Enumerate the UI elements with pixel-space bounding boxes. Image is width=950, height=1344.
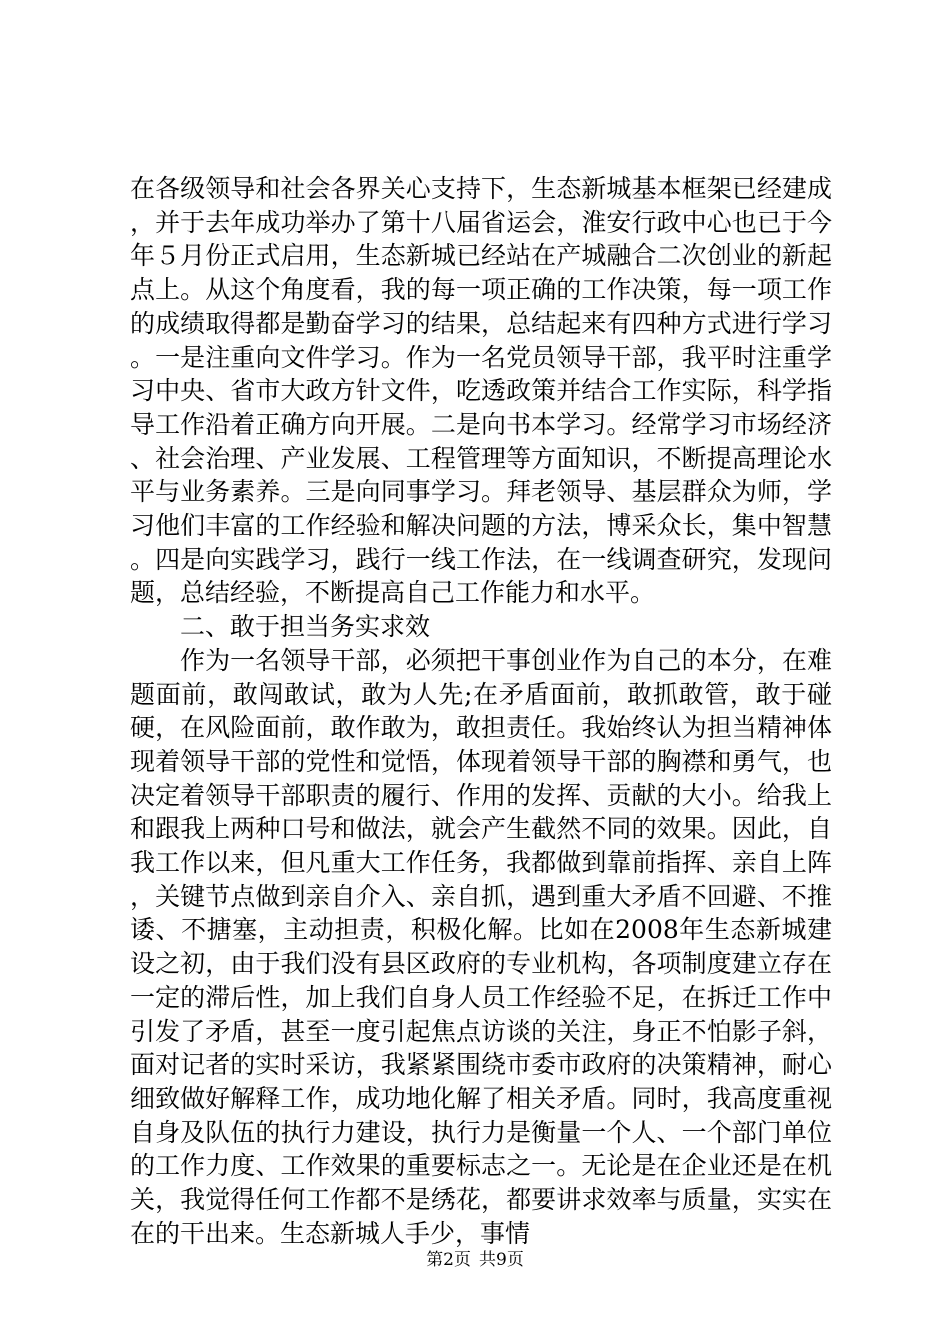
- document-body: [130, 172, 832, 1251]
- page-footer: [0, 1245, 950, 1270]
- paragraph-responsibility: 作为一名领导干部，必须把干事创业作为自己的本分，在难题面前，敢闯敢试，敢为人先;在矛盾面前，敢抓敢管，敢于碰硬，在风险面前，敢作敢为，敢担责任。我始终认为担当精神体现着领导干部的党性和觉悟，体现着领导干部的胸襟和勇气，也决定着领导干部职责的履行、作用的发挥、贡献的大小。给我上和跟我上两种口号和做法，就会产生截然不同的效果。因此，自我工作以来，但凡重大工作任务，我都做到靠前指挥、亲自上阵，关键节点做到亲自介入、亲自抓，遇到重大矛盾不回避、不推诿、不搪塞，主动担责，积极化解。比如在2008年生态新城建设之初，由于我们没有县区政府的专业机构，各项制度建立存在一定的滞后性，加上我们自身人员工作经验不足，在拆迁工作中引发了矛盾，甚至一度引起焦点访谈的关注，身正不怕影子斜，面对记者的实时采访，我紧紧围绕市委市政府的决策精神，耐心细致做好解释工作，成功地化解了相关矛盾。同时，我高度重视自身及队伍的执行力建设，执行力是衡量一个人、一个部门单位的工作力度、工作效果的重要标志之一。无论是在企业还是在机关，我觉得任何工作都不是绣花，都要讲求效率与质量，实实在在的干出来。生态新城人手少，事情: [130, 645, 832, 1248]
- paragraph-learning: 在各级领导和社会各界关心支持下，生态新城基本框架已经建成，并于去年成功举办了第十八届省运会，淮安行政中心也已于今年５月份正式启用，生态新城已经站在产城融合二次创业的新起点上。从这个角度看，我的每一项正确的工作决策，每一项工作的成绩取得都是勤奋学习的结果，总结起来有四种方式进行学习。一是注重向文件学习。作为一名党员领导干部，我平时注重学习中央、省市大政方针文件，吃透政策并结合工作实际，科学指导工作沿着正确方向开展。二是向书本学习。经常学习市场经济、社会治理、产业发展、工程管理等方面知识，不断提高理论水平与业务素养。三是向同事学习。拜老领导、基层群众为师，学习他们丰富的工作经验和解决问题的方法，博采众长，集中智慧。四是向实践学习，践行一线工作法，在一线调查研究，发现问题，总结经验，不断提高自己工作能力和水平。: [130, 174, 832, 608]
- page-total: 共9页: [479, 1250, 524, 1270]
- page-number: 第2页: [426, 1250, 471, 1270]
- section-heading: 二、敢于担当务实求效: [180, 612, 431, 642]
